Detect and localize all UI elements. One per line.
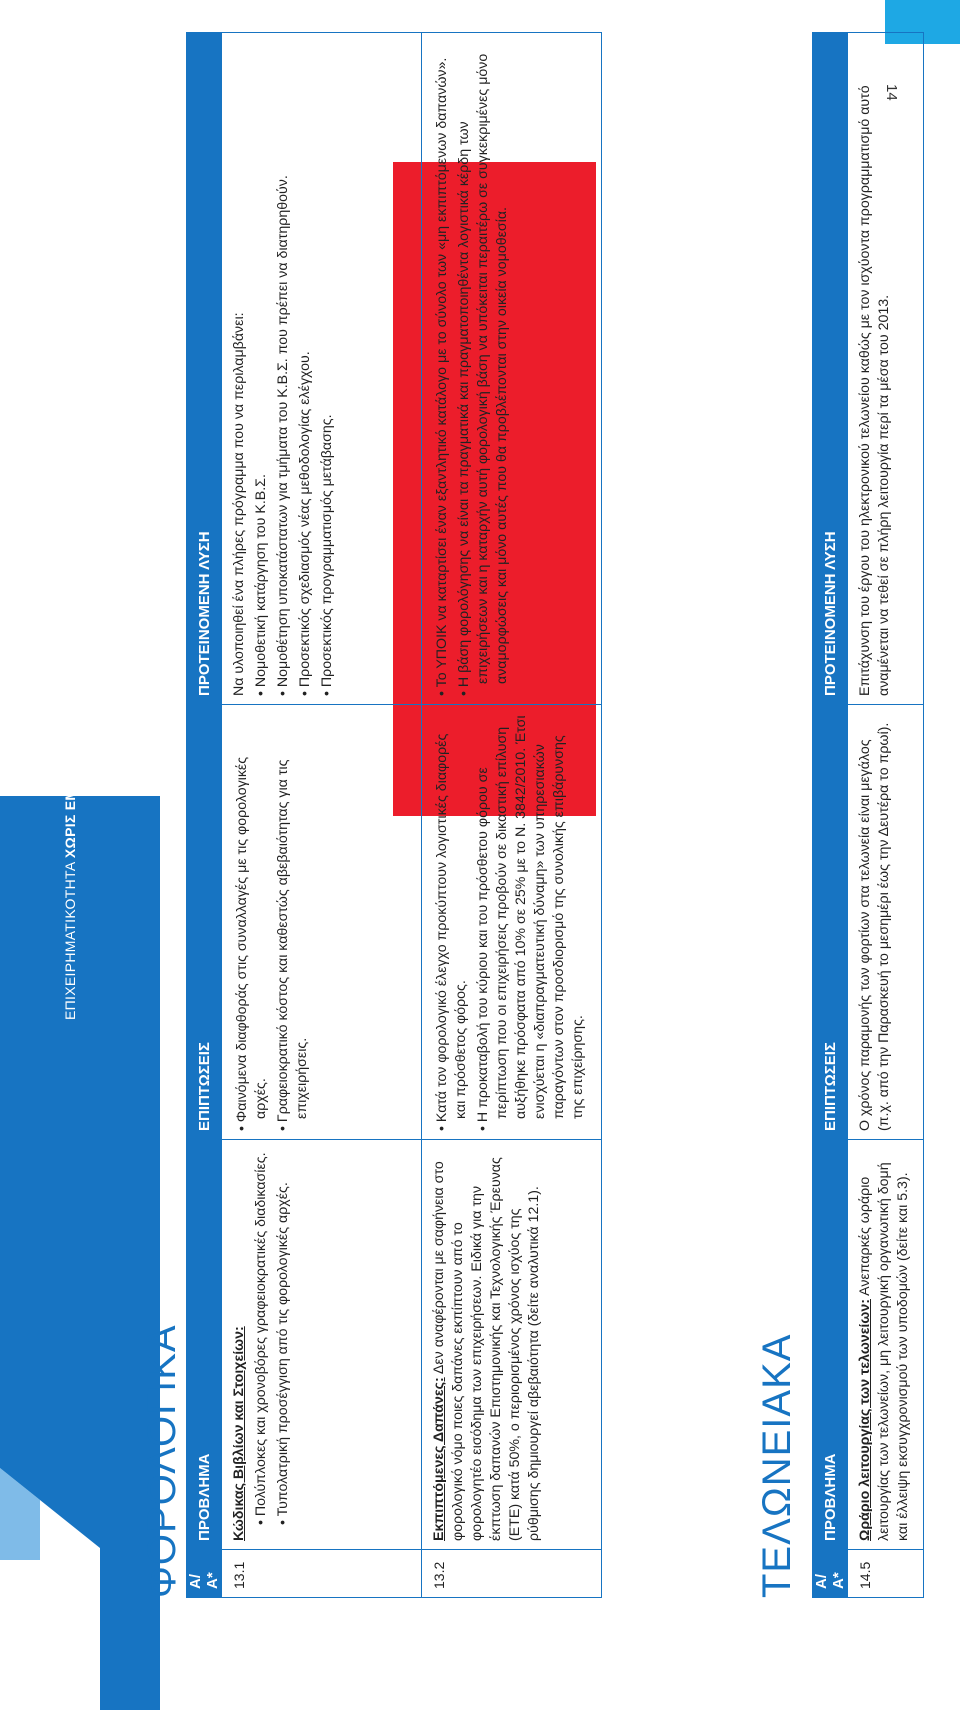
header-solution: ΠΡΟΤΕΙΝΟΜΕΝΗ ΛΥΣΗ <box>187 33 222 705</box>
problem-cell <box>222 1140 422 1550</box>
solution-bullet: • Νομοθέτηση υποκατάστατων για τμήματα του Κ.Β.Σ. που πρέπει να διατηρηθούν. <box>275 175 291 696</box>
header-problem: ΠΡΟΒΛΗΜΑ <box>813 1140 848 1550</box>
impacts-cell <box>848 705 924 1140</box>
solution-bullet: • Προσεκτικός προγραμματισμός μετάβασης. <box>319 414 335 696</box>
running-header-bold: ΧΩΡΙΣ ΕΜΠΟΔΙΑ <box>62 742 78 859</box>
impacts-cell <box>222 705 422 1140</box>
customs-table <box>812 32 924 1598</box>
problem-title: Κώδικας Βιβλίων και Στοιχείων: <box>231 1326 247 1541</box>
problem-bullet: • Τυπολατρική προσέγγιση από τις φορολογικές αρχές. <box>275 1182 291 1525</box>
header-problem: ΠΡΟΒΛΗΜΑ <box>187 1140 222 1550</box>
table-row <box>422 33 602 1598</box>
problem-text: Ανεπαρκές ωράριο λειτουργίας των τελωνείων, μη λειτουργική οργανωτική δομή και έλλειψη εκσυγχρονισμού των υποδομών (δείτε και 5.3). <box>857 1162 911 1541</box>
header-impacts: ΕΠΙΠΤΩΣΕΙΣ <box>187 705 222 1140</box>
solution-bullet: • Νομοθετική κατάργηση του Κ.Β.Σ. <box>253 474 269 696</box>
table-header-row <box>813 33 848 1598</box>
impact-bullet: • Κατά τον φορολογικό έλεγχο προκύπτουν λογιστικές διαφορές και πρόσθετος φόρος. <box>434 733 469 1131</box>
impact-bullet: • Η προκαταβολή του κύριου και του πρόσθετου φόρου σε περίπτωση που οι επιχειρήσεις προβούν σε δικαστική επίλυση αυξήθηκε πρόσφατα από 10% σε 25% με το Ν. 3842/2010. Έτσι ενισχύεται η «διαπραγματευτική δύναμη» των υπηρεσιακών παραγόντων στον προσδιορισμό της συνολικής επιβάρυνσης της επιχείρησης. <box>475 715 586 1131</box>
header-aa: Α/Α* <box>187 1550 222 1598</box>
solution-cell <box>848 33 924 705</box>
problem-cell <box>848 1140 924 1550</box>
solution-bullet: • Προσεκτικός σχεδιασμός νέας μεθοδολογίας ελέγχου. <box>297 351 313 696</box>
row-number: 14.5 <box>848 1550 924 1598</box>
problem-title: Εκπιπτόμενες Δαπάνες: <box>431 1377 447 1541</box>
header-impacts: ΕΠΙΠΤΩΣΕΙΣ <box>813 705 848 1140</box>
header-aa: Α/Α* <box>813 1550 848 1598</box>
table-row <box>848 33 924 1598</box>
table-header-row <box>187 33 222 1598</box>
header-solution: ΠΡΟΤΕΙΝΟΜΕΝΗ ΛΥΣΗ <box>813 33 848 705</box>
page-number: 14 <box>883 84 900 101</box>
solution-cell <box>422 33 602 705</box>
impact-bullet: • Γραφειοκρατικό κόστος και καθεστώς αβεβαιότητας για τις επιχειρήσεις. <box>275 759 310 1131</box>
solution-intro: Να υλοποιηθεί ένα πλήρες πρόγραμμα που να περιλαμβάνει: <box>231 312 247 696</box>
solution-text: Επιτάχυνση του έργου του ηλεκτρονικού τελωνείου καθώς με τον ισχύοντα προγραμματισμό αυτό αναμένεται να τεθεί σε πλήρη λειτουργία περί τα μέσα του 2013. <box>857 85 892 696</box>
solution-bullet: • Το ΥΠΟΙΚ να καταρτίσει έναν εξαντλητικό κατάλογο με το σύνολο των «μη εκπιπτόμενων δαπανών». <box>434 57 450 696</box>
solution-bullet: • Η βάση φορολόγησης να είναι τα πραγματικά και πραγματοποιηθέντα λογιστικά κέρδη των επιχειρήσεων και η καταρχήν αυτή φορολογική βάση να υπόκειται περαιτέρω σε συγκεκριμένες μόνο αναμορφώσεις και μόνο αυτές που θα προβλέπονται στην οικεία νομοθεσία. <box>456 53 510 696</box>
running-header-prefix: ΕΠΙΧΕΙΡΗΜΑΤΙΚΟΤΗΤΑ <box>62 862 78 1020</box>
problem-cell <box>422 1140 602 1550</box>
impact-text: Ο χρόνος παραμονής των φορτίων στα τελωνεία είναι μεγάλος (π.χ. από την Παρασκευή το μεσημέρι έως την Δευτέρα το πρωί). <box>857 722 892 1131</box>
table-row <box>222 33 422 1598</box>
impacts-cell <box>422 705 602 1140</box>
problem-bullet: • Πολύπλοκες και χρονοβόρες γραφειοκρατικές διαδικασίες. <box>253 1152 269 1525</box>
row-number: 13.1 <box>222 1550 422 1598</box>
row-number: 13.2 <box>422 1550 602 1598</box>
running-header <box>62 320 78 1020</box>
section-title-tax: ΦΟΡΟΛΟΓΙΚΑ <box>140 1324 184 1598</box>
problem-title: Ωράριο λειτουργίας των τελωνείων: <box>857 1299 873 1541</box>
solution-cell <box>222 33 422 705</box>
tax-table <box>186 32 602 1598</box>
problem-text: Δεν αναφέρονται με σαφήνεια στο φορολογικό νόμο ποιες δαπάνες εκπίπτουν από το φορολογητέο εισόδημα των επιχειρήσεων. Ειδικά για την έκπτωση δαπανών Επιστημονικής και Τεχνολογικής Έρευνας (ΕΤΕ) κατά 50%, ο περιορισμένος χρόνος ισχύος της ρύθμισης δημιουργεί αβεβαιότητα (δείτε αναλυτικά 12.1). <box>431 1157 542 1541</box>
impact-bullet: • Φαινόμενα διαφθοράς στις συναλλαγές με τις φορολογικές αρχές. <box>234 756 269 1131</box>
section-title-customs: ΤΕΛΩΝΕΙΑΚΑ <box>755 1333 799 1598</box>
